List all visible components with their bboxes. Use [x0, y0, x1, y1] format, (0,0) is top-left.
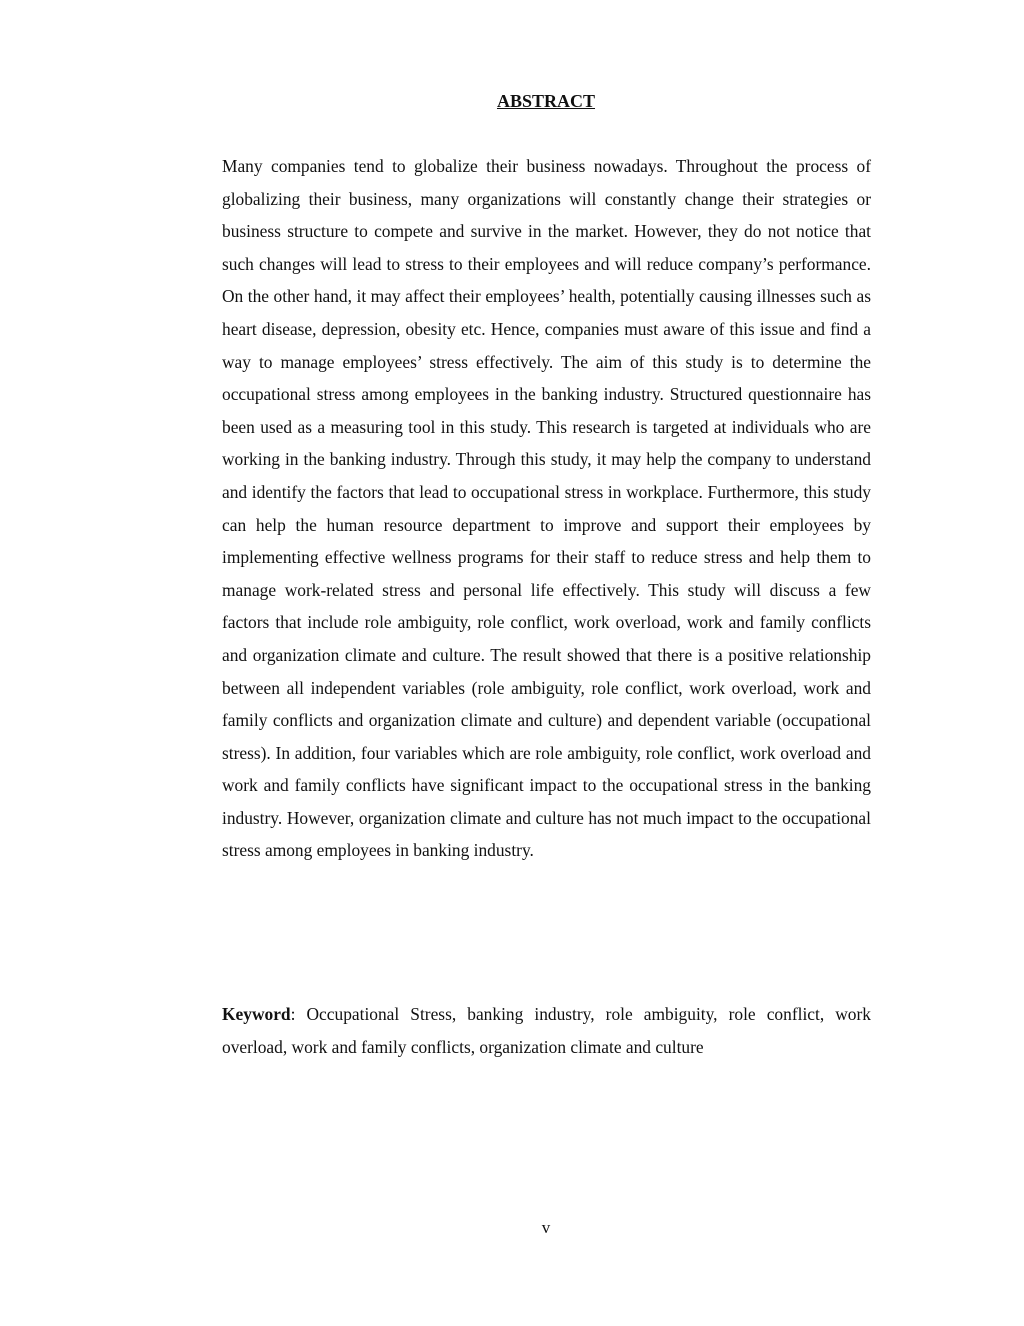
abstract-paragraph: Many companies tend to globalize their business nowadays. Throughout the process of globalizing their business, many organizations will constantly change their strategies or business structure to compete and survive in the market. However, they do not notice that such changes will lead to stress to their employees and will reduce company’s performance. On the other hand, it may affect their employees’ health, potentially causing illnesses such as heart disease, depression, obesity etc. Hence, companies must aware of this issue and find a way to manage employees’ stress effectively. The aim of this study is to determine the occupational stress among employees in the banking industry. Structured questionnaire has been used as a measuring tool in this study. This research is targeted at individuals who are working in the banking industry. Through this study, it may help the company to understand and identify the factors that lead to occupational stress in workplace. Furthermore, this study can help the human resource department to improve and support their employees by implementing effective wellness programs for their staff to reduce stress and help them to manage work-related stress and personal life effectively. This study will discuss a few factors that include role ambiguity, role conflict, work overload, work and family conflicts and organization climate and culture. The result showed that there is a positive relationship between all independent variables (role ambiguity, role conflict, work overload, work and family conflicts and organization climate and culture) and dependent variable (occupational stress). In addition, four variables which are role ambiguity, role conflict, work overload and work and family conflicts have significant impact to the occupational stress in the banking industry. However, organization climate and culture has not much impact to the occupational stress among employees in banking industry.	[222, 156, 871, 861]
page-number: v	[541, 1218, 551, 1237]
keyword-label: Keyword	[222, 1004, 291, 1024]
keyword-list: : Occupational Stress, banking industry, role ambiguity, role conflict, work overload, work and family conflicts, organization climate and culture	[222, 1004, 871, 1057]
abstract-title: ABSTRACT	[496, 91, 596, 111]
keywords-paragraph	[222, 998, 871, 1063]
